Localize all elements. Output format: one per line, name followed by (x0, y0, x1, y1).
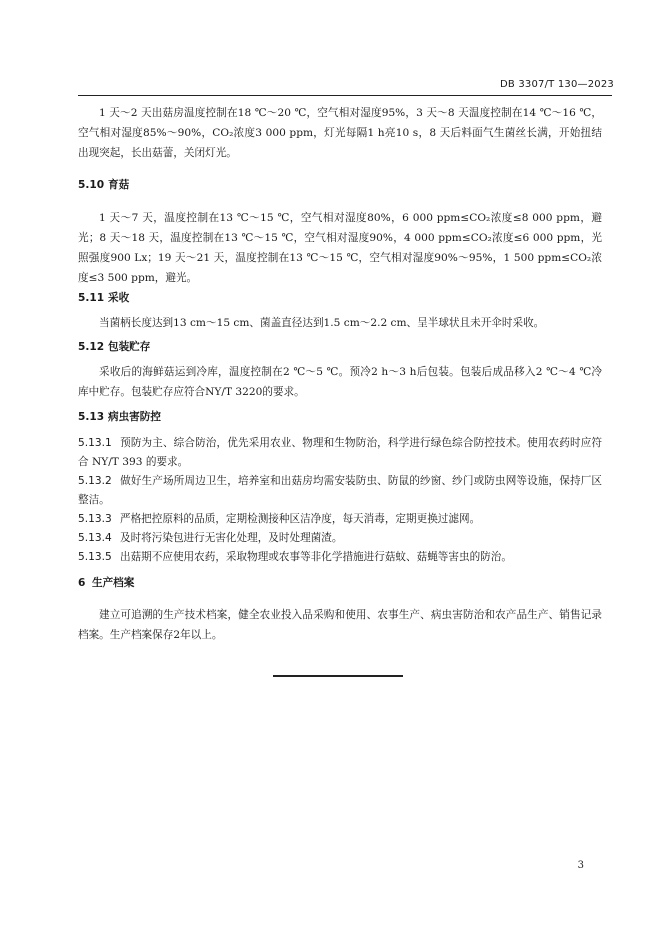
header-rule (78, 95, 612, 96)
subclause-5-13-5 (78, 548, 602, 567)
section-5-10 (78, 176, 602, 194)
section-number: 5.12 (78, 341, 105, 353)
section-5-12 (78, 338, 602, 356)
section-title: 病虫害防控 (108, 411, 161, 423)
intro-section (78, 103, 602, 163)
section-6-body (78, 605, 602, 645)
end-of-document-rule (273, 675, 403, 677)
section-5-13 (78, 408, 602, 426)
section-heading (78, 574, 602, 592)
section-heading (78, 338, 602, 356)
section-paragraph: 当菌柄长度达到13 cm～15 cm、菌盖直径达到1.5 cm～2.2 cm、呈半球状且未开伞时采收。 (99, 317, 545, 329)
section-paragraph: 建立可追溯的生产技术档案，健全农业投入品采购和使用、农事生产、病虫害防治和农产品生产、销售记录档案。生产档案保存2年以上。 (78, 609, 602, 641)
page-number: 3 (577, 860, 584, 871)
subclause-text: 做好生产场所周边卫生，培养室和出菇房均需安装防虫、防鼠的纱窗、纱门或防虫网等设施，保持厂区整洁。 (78, 475, 602, 506)
subclause-text: 严格把控原料的品质，定期检测接种区洁净度，每天消毒，定期更换过滤网。 (120, 513, 481, 525)
section-5-10-body (78, 208, 602, 288)
section-title: 包装贮存 (108, 341, 151, 353)
section-title: 生产档案 (92, 577, 135, 589)
subclause-text: 出菇期不应使用农药，采取物理或农事等非化学措施进行菇蚊、菇蝇等害虫的防治。 (120, 551, 512, 563)
section-5-11 (78, 289, 602, 307)
document-code: DB 3307/T 130—2023 (500, 79, 614, 90)
section-paragraph: 采收后的海鲜菇运到冷库，温度控制在2 ℃～5 ℃。预冷2 h～3 h后包装。包装后成品移入2 ℃～4 ℃冷库中贮存。包装贮存应符合NY/T 3220的要求。 (78, 366, 602, 398)
section-5-12-body (78, 362, 602, 402)
section-title: 采收 (108, 292, 130, 304)
section-number: 5.11 (78, 292, 105, 304)
section-number: 5.13 (78, 411, 105, 423)
subclause-number: 5.13.2 (78, 475, 112, 487)
subclause-number: 5.13.4 (78, 532, 112, 544)
section-number: 6 (78, 577, 86, 589)
section-heading (78, 289, 602, 307)
subclause-number: 5.13.1 (78, 437, 112, 449)
subclause-5-13-3 (78, 510, 602, 529)
section-number: 5.10 (78, 179, 105, 191)
section-5-11-body (78, 313, 602, 333)
section-5-13-items (78, 434, 602, 567)
subclause-5-13-1 (78, 434, 602, 472)
section-paragraph: 1 天～7 天，温度控制在13 ℃～15 ℃，空气相对湿度80%，6 000 ppm≤CO₂浓度≤8 000 ppm，避光；8 天～18 天，温度控制在13 ℃～15 ℃，空气相对湿度90%，4 000 ppm≤CO₂浓度≤6 000 ppm，光照强度900 Lx；19 天～21 天，温度控制在13 ℃～15 ℃，空气相对湿度90%～95%，1 500 ppm≤CO₂浓度≤3 500 ppm，避光。 (78, 212, 602, 284)
subclause-text: 预防为主、综合防治，优先采用农业、物理和生物防治，科学进行绿色综合防控技术。使用农药时应符合 NY/T 393 的要求。 (78, 437, 602, 468)
section-title: 育菇 (108, 179, 130, 191)
section-heading (78, 176, 602, 194)
subclause-5-13-2 (78, 472, 602, 510)
section-6 (78, 574, 602, 592)
section-heading (78, 408, 602, 426)
subclause-number: 5.13.3 (78, 513, 112, 525)
subclause-5-13-4 (78, 529, 602, 548)
subclause-number: 5.13.5 (78, 551, 112, 563)
intro-paragraph: 1 天～2 天出菇房温度控制在18 ℃～20 ℃，空气相对湿度95%，3 天～8 天温度控制在14 ℃～16 ℃，空气相对湿度85%～90%，CO₂浓度3 000 ppm，灯光每隔1 h亮10 s，8 天后料面气生菌丝长满，开始扭结出现突起，长出菇蕾，关闭灯光。 (78, 107, 602, 159)
subclause-text: 及时将污染包进行无害化处理，及时处理菌渣。 (120, 532, 343, 544)
